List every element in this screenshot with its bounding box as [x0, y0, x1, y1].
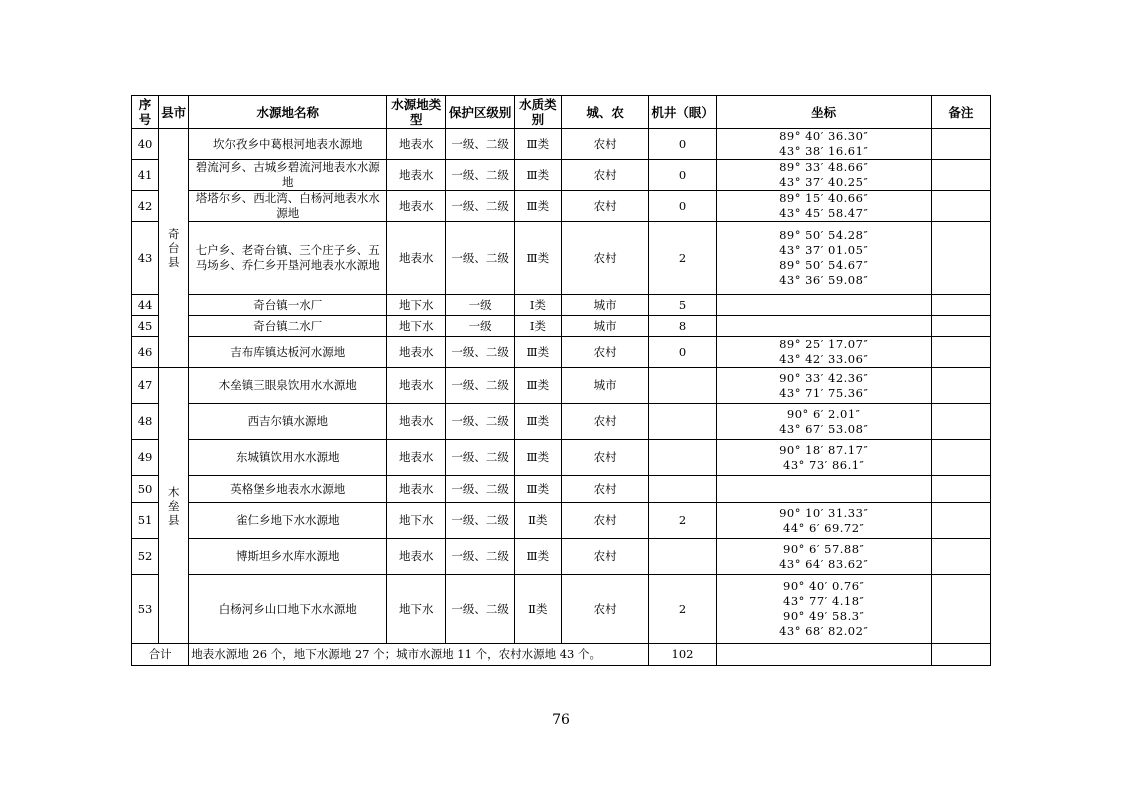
header-coords: 坐标 [716, 96, 931, 129]
table-row [132, 404, 991, 440]
header-seq: 序号 [132, 96, 159, 129]
cell-protect: 一级、二级 [446, 222, 514, 295]
total-label: 合计 [132, 644, 189, 666]
cell-quality: Ⅰ类 [514, 316, 561, 337]
coordinate-line: 90° 33′ 42.36″ [779, 370, 869, 385]
cell-remark [931, 404, 990, 440]
cell-name: 奇台镇二水厂 [189, 316, 387, 337]
cell-wells: 0 [649, 160, 716, 191]
cell-type: 地表水 [387, 337, 446, 368]
cell-quality: Ⅲ类 [514, 404, 561, 440]
cell-protect: 一级、二级 [446, 575, 514, 644]
total-remark [931, 644, 990, 666]
cell-area: 农村 [561, 160, 648, 191]
cell-seq: 53 [132, 575, 159, 644]
cell-area: 农村 [561, 222, 648, 295]
cell-remark [931, 503, 990, 539]
cell-quality: Ⅲ类 [514, 539, 561, 575]
cell-name: 塔塔尔乡、西北湾、白杨河地表水水源地 [189, 191, 387, 222]
coordinate-line: 89° 33′ 48.66″ [779, 160, 869, 174]
cell-protect: 一级、二级 [446, 503, 514, 539]
table-row [132, 295, 991, 316]
coordinate-line: 43° 68′ 82.02″ [779, 624, 869, 638]
table-row [132, 575, 991, 644]
coordinate-line: 43° 71′ 75.36″ [779, 385, 869, 400]
cell-seq: 44 [132, 295, 159, 316]
cell-protect: 一级、二级 [446, 337, 514, 368]
cell-coords [716, 404, 931, 440]
header-urban-rural: 城、农 [561, 96, 648, 129]
cell-remark [931, 191, 990, 222]
cell-remark [931, 129, 990, 160]
coordinate-line: 43° 77′ 4.18″ [783, 594, 865, 608]
table-row [132, 316, 991, 337]
cell-coords [716, 295, 931, 316]
cell-protect: 一级 [446, 295, 514, 316]
cell-area: 城市 [561, 295, 648, 316]
cell-protect: 一级、二级 [446, 129, 514, 160]
header-wells: 机井（眼） [649, 96, 716, 129]
table-row [132, 476, 991, 503]
coordinate-line: 90° 18′ 87.17″ [779, 442, 869, 457]
cell-area: 农村 [561, 337, 648, 368]
cell-coords [716, 503, 931, 539]
cell-type: 地表水 [387, 160, 446, 191]
cell-type: 地表水 [387, 404, 446, 440]
coordinate-line: 90° 6′ 57.88″ [783, 541, 865, 556]
cell-quality: Ⅰ类 [514, 295, 561, 316]
cell-seq: 49 [132, 440, 159, 476]
cell-area: 农村 [561, 129, 648, 160]
cell-type: 地下水 [387, 575, 446, 644]
cell-area: 农村 [561, 539, 648, 575]
cell-name: 吉布库镇达板河水源地 [189, 337, 387, 368]
cell-wells [649, 404, 716, 440]
cell-area: 城市 [561, 316, 648, 337]
cell-type: 地表水 [387, 368, 446, 404]
cell-coords [716, 160, 931, 191]
cell-remark [931, 160, 990, 191]
cell-type: 地下水 [387, 316, 446, 337]
table-row [132, 503, 991, 539]
header-quality: 水质类别 [514, 96, 561, 129]
cell-seq: 43 [132, 222, 159, 295]
coordinate-line: 43° 67′ 53.08″ [779, 421, 869, 436]
cell-seq: 45 [132, 316, 159, 337]
cell-coords [716, 575, 931, 644]
coordinate-line: 43° 37′ 01.05″ [779, 243, 869, 257]
cell-wells: 2 [649, 503, 716, 539]
cell-name: 西吉尔镇水源地 [189, 404, 387, 440]
cell-remark [931, 476, 990, 503]
cell-quality: Ⅲ类 [514, 476, 561, 503]
cell-protect: 一级、二级 [446, 404, 514, 440]
cell-remark [931, 368, 990, 404]
cell-quality: Ⅲ类 [514, 129, 561, 160]
cell-area: 农村 [561, 575, 648, 644]
cell-area: 农村 [561, 404, 648, 440]
table-row [132, 539, 991, 575]
cell-quality: Ⅱ类 [514, 575, 561, 644]
cell-seq: 51 [132, 503, 159, 539]
cell-name: 白杨河乡山口地下水水源地 [189, 575, 387, 644]
coordinate-line: 89° 50′ 54.67″ [779, 258, 869, 272]
cell-protect: 一级、二级 [446, 440, 514, 476]
cell-name: 东城镇饮用水水源地 [189, 440, 387, 476]
cell-protect: 一级、二级 [446, 160, 514, 191]
total-wells: 102 [649, 644, 716, 666]
cell-seq: 40 [132, 129, 159, 160]
cell-wells [649, 440, 716, 476]
cell-coords [716, 337, 931, 368]
cell-name: 七户乡、老奇台镇、三个庄子乡、五马场乡、乔仁乡开垦河地表水水源地 [189, 222, 387, 295]
cell-type: 地下水 [387, 503, 446, 539]
cell-name: 雀仁乡地下水水源地 [189, 503, 387, 539]
cell-type: 地表水 [387, 440, 446, 476]
table-row [132, 337, 991, 368]
cell-type: 地表水 [387, 539, 446, 575]
cell-type: 地下水 [387, 295, 446, 316]
cell-type: 地表水 [387, 129, 446, 160]
coordinate-line: 89° 50′ 54.28″ [779, 228, 869, 242]
cell-protect: 一级、二级 [446, 368, 514, 404]
cell-wells: 8 [649, 316, 716, 337]
county-label: 木垒县 [167, 484, 180, 527]
cell-name: 碧流河乡、古城乡碧流河地表水水源地 [189, 160, 387, 191]
total-summary: 地表水源地 26 个，地下水源地 27 个；城市水源地 11 个，农村水源地 43 个。 [189, 644, 649, 666]
cell-area: 城市 [561, 368, 648, 404]
cell-area: 农村 [561, 503, 648, 539]
cell-seq: 50 [132, 476, 159, 503]
page-number: 76 [552, 712, 570, 728]
header-remark: 备注 [931, 96, 990, 129]
total-coords [716, 644, 931, 666]
cell-wells: 0 [649, 337, 716, 368]
header-county: 县市 [159, 96, 189, 129]
cell-quality: Ⅲ类 [514, 191, 561, 222]
cell-quality: Ⅲ类 [514, 337, 561, 368]
cell-name: 坎尔孜乡中葛根河地表水源地 [189, 129, 387, 160]
coordinate-line: 43° 38′ 16.61″ [779, 144, 869, 158]
coordinate-line: 89° 40′ 36.30″ [779, 129, 869, 143]
table-header-row [132, 96, 991, 129]
cell-wells [649, 476, 716, 503]
table-row [132, 368, 991, 404]
cell-coords [716, 476, 931, 503]
cell-coords [716, 191, 931, 222]
cell-wells [649, 539, 716, 575]
cell-name: 奇台镇一水厂 [189, 295, 387, 316]
coordinate-line: 43° 36′ 59.08″ [779, 273, 869, 287]
table-row [132, 440, 991, 476]
cell-remark [931, 316, 990, 337]
coordinate-line: 90° 10′ 31.33″ [779, 505, 869, 520]
cell-wells: 0 [649, 129, 716, 160]
cell-seq: 46 [132, 337, 159, 368]
cell-type: 地表水 [387, 476, 446, 503]
cell-wells: 0 [649, 191, 716, 222]
cell-remark [931, 222, 990, 295]
county-label: 奇台县 [167, 227, 180, 269]
cell-protect: 一级、二级 [446, 476, 514, 503]
coordinate-line: 43° 73′ 86.1″ [783, 457, 865, 472]
cell-quality: Ⅲ类 [514, 368, 561, 404]
table-row [132, 191, 991, 222]
cell-seq: 41 [132, 160, 159, 191]
cell-wells: 2 [649, 222, 716, 295]
cell-coords [716, 316, 931, 337]
cell-seq: 47 [132, 368, 159, 404]
total-row [132, 644, 991, 666]
table-row [132, 129, 991, 160]
coordinate-line: 89° 25′ 17.07″ [779, 337, 869, 351]
cell-area: 农村 [561, 440, 648, 476]
cell-seq: 48 [132, 404, 159, 440]
cell-coords [716, 368, 931, 404]
header-protect: 保护区级别 [446, 96, 514, 129]
table-row [132, 222, 991, 295]
cell-seq: 42 [132, 191, 159, 222]
cell-quality: Ⅲ类 [514, 222, 561, 295]
cell-coords [716, 440, 931, 476]
cell-wells [649, 368, 716, 404]
cell-seq: 52 [132, 539, 159, 575]
coordinate-line: 43° 45′ 58.47″ [779, 206, 869, 220]
coordinate-line: 89° 15′ 40.66″ [779, 191, 869, 205]
table-body [132, 129, 991, 644]
cell-remark [931, 295, 990, 316]
coordinate-line: 44° 6′ 69.72″ [783, 520, 865, 535]
cell-remark [931, 539, 990, 575]
cell-quality: Ⅱ类 [514, 503, 561, 539]
cell-coords [716, 129, 931, 160]
water-source-table [131, 95, 991, 666]
cell-area: 农村 [561, 476, 648, 503]
cell-county [159, 368, 189, 644]
cell-area: 农村 [561, 191, 648, 222]
coordinate-line: 90° 40′ 0.76″ [783, 579, 865, 593]
cell-protect: 一级、二级 [446, 539, 514, 575]
cell-protect: 一级 [446, 316, 514, 337]
cell-remark [931, 575, 990, 644]
cell-wells: 2 [649, 575, 716, 644]
header-name: 水源地名称 [189, 96, 387, 129]
cell-type: 地表水 [387, 222, 446, 295]
coordinate-line: 90° 6′ 2.01″ [786, 406, 861, 421]
cell-quality: Ⅲ类 [514, 440, 561, 476]
cell-name: 英格堡乡地表水水源地 [189, 476, 387, 503]
cell-name: 博斯坦乡水库水源地 [189, 539, 387, 575]
header-type: 水源地类型 [387, 96, 446, 129]
cell-quality: Ⅲ类 [514, 160, 561, 191]
cell-protect: 一级、二级 [446, 191, 514, 222]
coordinate-line: 43° 64′ 83.62″ [779, 556, 869, 571]
cell-name: 木垒镇三眼泉饮用水水源地 [189, 368, 387, 404]
cell-remark [931, 440, 990, 476]
cell-remark [931, 337, 990, 368]
cell-coords [716, 222, 931, 295]
coordinate-line: 43° 37′ 40.25″ [779, 175, 869, 189]
cell-type: 地表水 [387, 191, 446, 222]
table-row [132, 160, 991, 191]
coordinate-line: 43° 42′ 33.06″ [779, 352, 869, 366]
cell-wells: 5 [649, 295, 716, 316]
cell-coords [716, 539, 931, 575]
cell-county [159, 129, 189, 368]
coordinate-line: 90° 49′ 58.3″ [783, 609, 865, 623]
